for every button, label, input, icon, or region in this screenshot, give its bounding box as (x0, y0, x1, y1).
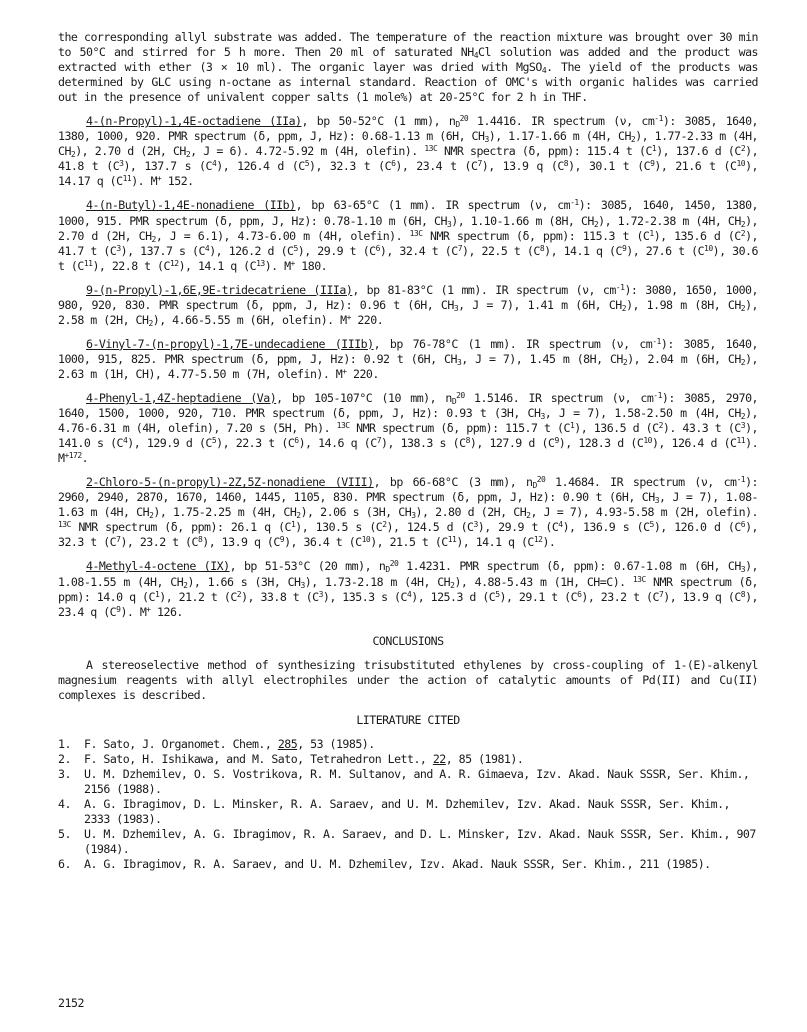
reference-citation: F. Sato, H. Ishikawa, and M. Sato, Tetrahedron Lett., (84, 751, 433, 766)
intro-text-2: Cl solution was added and the product was extracted with ether (3 × 10 ml). The organic layer was dried with MgSO (58, 45, 758, 75)
reference-pages: , 53 (1985). (297, 736, 375, 751)
compound-entry (58, 475, 758, 550)
reference-text (84, 827, 758, 857)
reference-number: 5. (58, 827, 71, 842)
page-number: 2152 (58, 996, 84, 1010)
conclusions-heading: CONCLUSIONS (372, 633, 444, 648)
compound-data: , bp 76-78°C (1 mm). IR spectrum (ν, $cm^{-1}$): 3085, 1640, 1000, 915, 825. PMR spectrum (δ, ppm, J, Hz): 0.92 t (6H, $CH_3$, J = 7), 1.45 m (8H, $CH_2$), 2.04 m (6H, $CH_2$), 2.63 m (1H, CH), 4.77-5.50 m (7H, olefin). M+ 220. (58, 336, 759, 381)
reference-item (58, 752, 758, 767)
paper-page (58, 30, 758, 872)
compound-entry (58, 337, 758, 382)
reference-citation: U. M. Dzhemilev, O. S. Vostrikova, R. M. Sultanov, and A. R. Gimaeva, Izv. Akad. Nauk SSSR, Ser. Khim., 2156 (1988). (84, 766, 750, 797)
reference-number: 6. (58, 857, 71, 872)
compound-name: 4-(n-Propyl)-1,4E-octadiene (IIa) (86, 114, 302, 129)
reference-item (58, 737, 758, 752)
reference-citation: A. G. Ibragimov, D. L. Minsker, R. A. Saraev, and U. M. Dzhemilev, Izv. Akad. Nauk SSSR, Ser. Khim., 2333 (1983). (84, 797, 731, 827)
compound-name: 4-Phenyl-1,4Z-heptadiene (Va) (86, 390, 277, 405)
reference-number: 2. (58, 751, 71, 766)
compound-data: , bp 51-53°C (20 mm), $n_D^{20}$ 1.4231. PMR spectrum (δ, ppm): 0.67-1.08 m (6H, $CH_3$), 1.08-1.55 m (4H, $CH_2$), 1.66 s (3H, $CH_3$), 1.73-2.18 m (4H, $CH_2$), 4.88-5.43 m (1H, CH=C). $^{13C}$ NMR spectrum (δ, ppm): 14.0 q $(C^1)$, 21.2 t $(C^2)$, 33.8 t $(C^3)$, 135.3 s $(C^4)$, 125.3 d $(C^5)$, 29.1 t $(C^6)$, 23.2 t $(C^7)$, 13.9 q $(C^8)$, 23.4 q $(C^9)$. M+ 126. (58, 559, 759, 619)
mgso4-subscript: 4 (541, 66, 547, 76)
compound-data: , bp 66-68°C (3 mm), $n_D^{20}$ 1.4684. IR spectrum (ν, $cm^{-1}$): 2960, 2940, 2870, 1670, 1460, 1445, 1105, 830. PMR spectrum (δ, ppm, J, Hz): 0.90 t (6H, $CH_3$, J = 7), 1.08-1.63 m (4H, $CH_2$), 1.75-2.25 m (4H, $CH_2$), 2.06 s (3H, $CH_3$), 2.80 d (2H, $CH_2$, J = 7), 4.93-5.58 m (2H, olefin). $^{13C}$ NMR spectrum (δ, ppm): 26.1 q $(C^1)$, 130.5 s $(C^2)$, 124.5 d $(C^3)$, 29.9 t $(C^4)$, 136.9 s $(C^5)$, 126.0 d $(C^6)$, 32.3 t $(C^7)$, 23.2 t $(C^8)$, 13.9 q $(C^9)$, 36.4 t $(C^{10})$, 21.5 t $(C^{11})$, 14.1 q $(C^{12})$. (58, 475, 759, 550)
experimental-paragraph (58, 30, 758, 105)
compound-entry (58, 559, 758, 619)
reference-text (84, 857, 758, 872)
compound-data: , bp 81-83°C (1 mm). IR spectrum (ν, $cm^{-1}$): 3080, 1650, 1000, 980, 920, 830. PMR spectrum (δ, ppm, J, Hz): 0.96 t (6H, $CH_3$, J = 7), 1.41 m (6H, $CH_2$), 1.98 m (8H, $CH_2$), 2.58 m (2H, $CH_2$), 4.66-5.55 m (6H, olefin). M+ 220. (58, 282, 758, 328)
reference-volume: 285 (277, 736, 298, 751)
intro-text-1: the corresponding allyl substrate was added. The temperature of the reaction mixture was brought over 30 min to 50°C and stirred for 5 h more. Then 20 ml of saturated NH (58, 30, 758, 60)
compound-entry (58, 198, 758, 273)
reference-list (58, 737, 758, 872)
conclusions-text (58, 658, 758, 703)
reference-item (58, 767, 758, 797)
reference-number: 1. (58, 736, 71, 751)
nh4-subscript: 4 (473, 51, 478, 61)
compound-data: , bp 63-65°C (1 mm). IR spectrum (ν, $cm^{-1}$): 3085, 1640, 1450, 1380, 1000, 915. PMR spectrum (δ, ppm, J, Hz): 0.78-1.10 m (6H, $CH_3$), 1.10-1.66 m (8H, $CH_2$), 1.72-2.38 m (4H, $CH_2$), 2.70 d (2H, $CH_2$, J = 6.1), 4.73-6.00 m (4H, olefin). $^{13C}$ NMR spectrum (δ, ppm): 115.3 t $(C^1)$, 135.6 d $(C^2)$, 41.7 t $(C^3)$, 137.7 s $(C^4)$, 126.2 d $(C^5)$, 29.9 t $(C^6)$, 32.4 t $(C^7)$, 22.5 t $(C^8)$, 14.1 q $(C^9)$, 27.6 t $(C^{10})$, 30.6 t $(C^{11})$, 22.8 t $(C^{12})$, 14.1 q $(C^{13})$. M+ 180. (58, 198, 759, 273)
compound-characterization-list (58, 114, 758, 619)
reference-number: 4. (58, 797, 71, 812)
compound-name: 2-Chloro-5-(n-propyl)-2Z,5Z-nonadiene (VIII) (86, 475, 374, 490)
reference-volume: 22 (432, 751, 446, 766)
reference-text (84, 797, 758, 827)
compound-entry (58, 114, 758, 189)
compound-data: , bp 50-52°C (1 mm), $n_D^{20}$ 1.4416. IR spectrum (ν, $cm^{-1}$): 3085, 1640, 1380, 1000, 920. PMR spectrum (δ, ppm, J, Hz): 0.68-1.13 m (6H, $CH_3$), 1.17-1.66 m (4H, $CH_2$), 1.77-2.33 m (4H, $CH_2$), 2.70 d (2H, $CH_2$, J = 6). 4.72-5.92 m (4H, olefin). $^{13C}$ NMR spectra (δ, ppm): 115.4 t $(C^1)$, 137.6 d $(C^2)$, 41.8 t $(C^3)$, 137.7 s $(C^4)$, 126.4 d $(C^5)$, 32.3 t $(C^6)$, 23.4 t $(C^7)$, 13.9 q $(C^8)$, 30.1 t $(C^9)$, 21.6 t $(C^{10})$, 14.17 q $(C^{11})$. M+ 152. (58, 114, 759, 189)
conclusions-body: A stereoselective method of synthesizing trisubstituted ethylenes by cross-coupling of 1-(E)-alkenyl magnesium reagents with allyl electrophiles under the action of catalytic amounts of Pd(II) and Cu(II) complexes is described. (58, 657, 758, 702)
compound-data: , bp 105-107°C (10 mm), $n_D^{20}$ 1.5146. IR spectrum (ν, $cm^{-1}$): 3085, 2970, 1640, 1500, 1000, 920, 710. PMR spectrum (δ, ppm, J, Hz): 0.93 t (3H, $CH_3$, J = 7), 1.58-2.50 m (4H, $CH_2$), 4.76-6.31 m (4H, olefin), 7.20 s (5H, Ph). $^{13C}$ NMR spectrum (δ, ppm): 115.7 t $(C^1)$, 136.5 d $(C^2)$. 43.3 t $(C^3)$, 141.0 s $(C^4)$, 129.9 d $(C^5)$, 22.3 t $(C^6)$, 14.6 q $(C^7)$, 138.3 s $(C^8)$, 127.9 d $(C^9)$, 128.3 d $(C^{10})$, 126.4 d $(C^{11})$. $M^{+172}$. (58, 390, 759, 466)
compound-name: 6-Vinyl-7-(n-propyl)-1,7E-undecadiene (IIIb) (86, 336, 374, 351)
reference-item (58, 857, 758, 872)
reference-item (58, 797, 758, 827)
reference-text (84, 752, 758, 767)
reference-citation: F. Sato, J. Organomet. Chem., (84, 736, 278, 751)
reference-citation: U. M. Dzhemilev, A. G. Ibragimov, R. A. Saraev, and D. L. Minsker, Izv. Akad. Nauk SSSR, Ser. Khim., 907 (1984). (84, 827, 756, 857)
literature-cited-heading: LITERATURE CITED (356, 712, 460, 727)
reference-item (58, 827, 758, 857)
compound-name: 4-(n-Butyl)-1,4E-nonadiene (IIb) (86, 198, 296, 213)
compound-entry (58, 391, 758, 466)
compound-name: 4-Methyl-4-octene (IX) (86, 559, 230, 574)
compound-entry (58, 283, 758, 328)
compound-name: 9-(n-Propyl)-1,6E,9E-tridecatriene (IIIa) (86, 282, 353, 297)
reference-citation: A. G. Ibragimov, R. A. Saraev, and U. M. Dzhemilev, Izv. Akad. Nauk SSSR, Ser. Khim., 211 (1985). (84, 857, 711, 872)
reference-text (84, 767, 758, 797)
reference-pages: , 85 (1981). (445, 751, 524, 766)
reference-number: 3. (58, 766, 71, 781)
intro-text-3: . The yield of the products was determined by GLC using n-octane as internal standard. Reaction of OMC's with organic halides was carried out in the presence of univalent copper salts (1 mole%) at 20-25°C for 2 h in THF. (58, 60, 758, 105)
reference-text (84, 737, 758, 752)
